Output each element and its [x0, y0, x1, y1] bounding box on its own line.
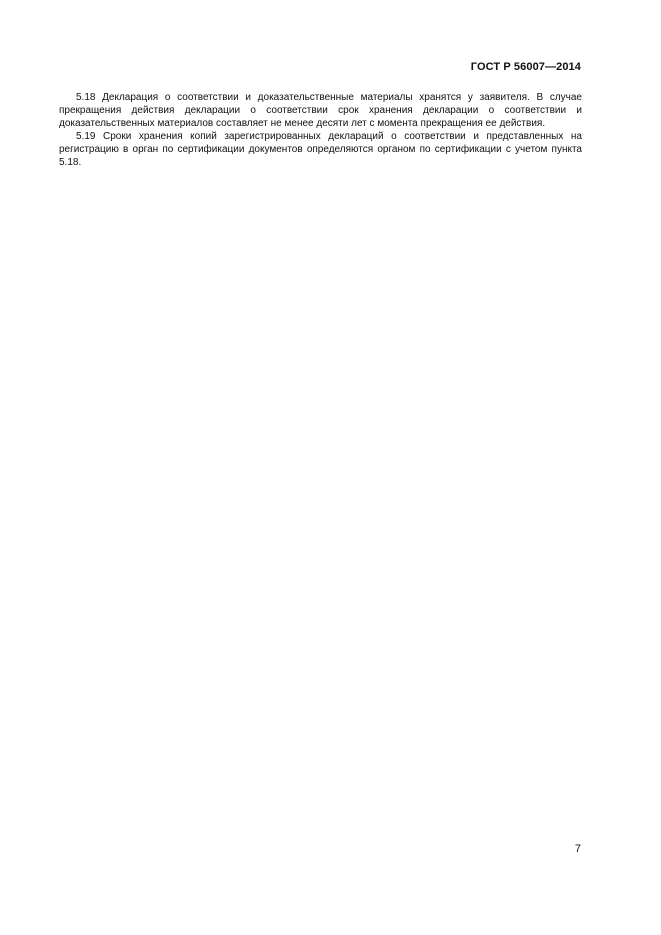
paragraph-5-18: 5.18 Декларация о соответствии и доказательственные материалы хранятся у заявителя. В случае прекращения действия декларации о соответствии срок хранения декларации о соответствии и доказательственных материалов составляет не менее десяти лет с момента прекращения ее действия.	[59, 92, 582, 129]
page-number: 7	[574, 843, 581, 855]
document-body	[59, 91, 582, 169]
document-header	[471, 61, 581, 73]
paragraph-5-19: 5.19 Сроки хранения копий зарегистрированных деклараций о соответствии и представленных на регистрацию в орган по сертификации документов определяются органом по сертификации с учетом пункта 5.18.	[59, 131, 582, 168]
standard-id: ГОСТ Р 56007—2014	[470, 61, 581, 73]
